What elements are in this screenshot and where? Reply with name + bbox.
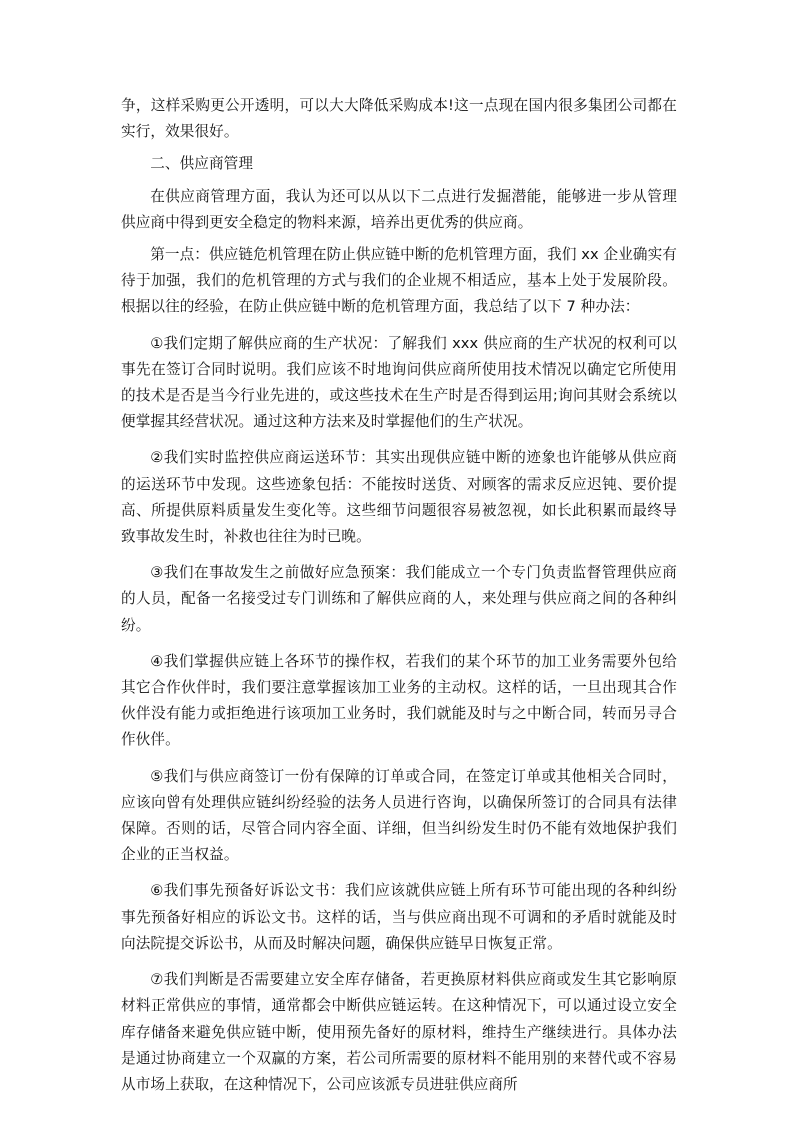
list-item-method-1: ①我们定期了解供应商的生产状况：了解我们 xxx 供应商的生产状况的权利可以事先在签订合同时说明。我们应该不时地询问供应商所使用技术情况以确定它所使用的技术是否是当今行业先进的，或这些技术在生产时是否得到运用;询问其财会系统以便掌握其经营状况。通过这种方法来及时掌握他们的生产状况。 (121, 334, 677, 431)
list-item-method-7: ⑦我们判断是否需要建立安全库存储备，若更换原材料供应商或发生其它影响原材料正常供应的事情，通常都会中断供应链运转。在这种情况下，可以通过设立安全库存储备来避免供应链中断，使用预先备好的原材料，维持生产继续进行。具体办法是通过协商建立一个双赢的方案，若公司所需要的原材料不能用别的来替代或不容易从市场上获取，在这种情况下，公司应该派专员进驻供应商所 (121, 971, 677, 1093)
list-item-method-5: ⑤我们与供应商签订一份有保障的订单或合同，在签定订单或其他相关合同时，应该向曾有处理供应链纠纷经验的法务人员进行咨询，以确保所签订的合同具有法律保障。否则的话，尽管合同内容全面、详细，但当纠纷发生时仍不能有效地保护我们企业的正当权益。 (121, 767, 677, 864)
list-item-method-3: ③我们在事故发生之前做好应急预案：我们能成立一个专门负责监督管理供应商的人员，配备一名接受过专门训练和了解供应商的人，来处理与供应商之间的各种纠纷。 (121, 564, 677, 634)
list-item-method-6: ⑥我们事先预备好诉讼文书：我们应该就供应链上所有环节可能出现的各种纠纷事先预备好相应的诉讼文书。这样的话，当与供应商出现不可调和的矛盾时就能及时向法院提交诉讼书，从而及时解决问题，确保供应链早日恢复正常。 (121, 882, 677, 952)
document-body (121, 93, 677, 1098)
list-item-method-4: ④我们掌握供应链上各环节的操作权，若我们的某个环节的加工业务需要外包给其它合作伙伴时，我们要注意掌握该加工业务的主动权。这样的话，一旦出现其合作伙伴没有能力或拒绝进行该项加工业务时，我们就能及时与之中断合同，转而另寻合作伙伴。 (121, 652, 677, 749)
paragraph-point-one: 第一点：供应链危机管理在防止供应链中断的危机管理方面，我们 xx 企业确实有待于加强，我们的危机管理的方式与我们的企业规不相适应，基本上处于发展阶段。根据以往的经验，在防止供应链中断的危机管理方面，我总结了以下 7 种办法： (121, 246, 677, 316)
section-heading-supplier-management: 二、供应商管理 (150, 155, 254, 173)
list-item-method-2: ②我们实时监控供应商运送环节：其实出现供应链中断的迹象也许能够从供应商的运送环节中发现。这些迹象包括：不能按时送货、对顾客的需求反应迟钝、要价提高、所提供原料质量发生变化等。这些细节问题很容易被忽视，如长此积累而最终导致事故发生时，补救也往往为时已晚。 (121, 449, 677, 546)
paragraph-procurement-conclusion: 争，这样采购更公开透明，可以大大降低采购成本!这一点现在国内很多集团公司都在实行，效果很好。 (121, 97, 677, 141)
paragraph-supplier-intro: 在供应商管理方面，我认为还可以从以下二点进行发掘潜能，能够进一步从管理供应商中得到更安全稳定的物料来源，培养出更优秀的供应商。 (121, 187, 677, 231)
